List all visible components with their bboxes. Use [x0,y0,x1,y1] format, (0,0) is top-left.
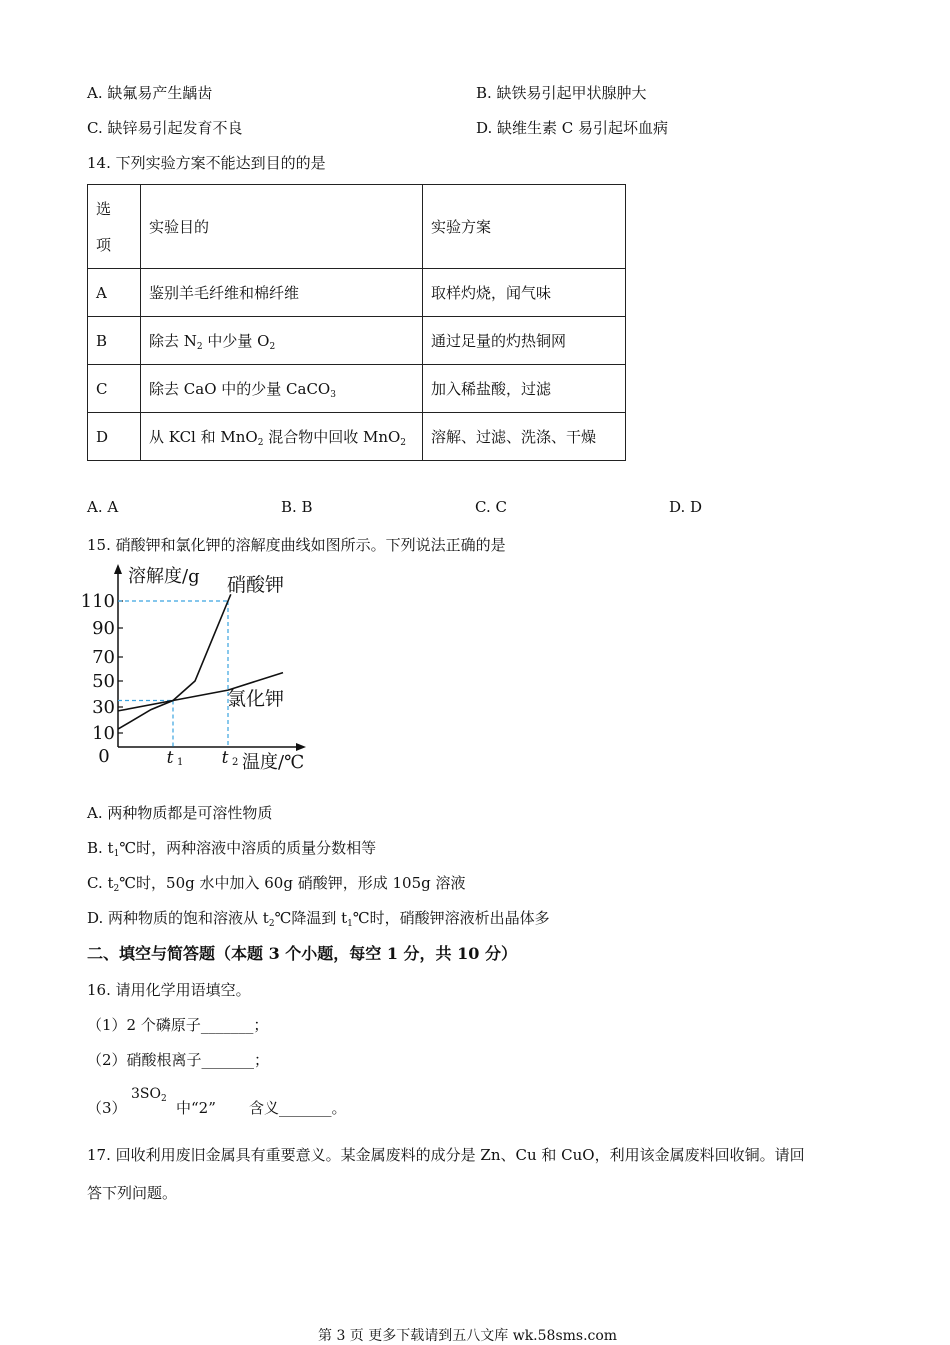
q16-part-3: （3） [87,1099,127,1117]
q15-stem: 15. 硝酸钾和氯化钾的溶解度曲线如图所示。下列说法正确的是 [87,536,506,554]
q13-option-c: C. 缺锌易引起发育不良 [87,119,243,137]
page-footer: 第 3 页 更多下载请到五八文库 wk.58sms.com [318,1328,618,1344]
y-axis-label: 溶解度/g [128,566,200,587]
y-tick-label: 50 [92,671,115,692]
q16-part-3-meaning: 含义_______。 [249,1099,347,1117]
q16-part-3-text: 中“2” [176,1099,216,1117]
x-tick-label: t [166,748,174,768]
x-tick-subscript: 2 [232,757,239,768]
y-tick-label: 90 [92,618,115,639]
experiment-table [87,184,626,461]
table-row: B 除去 $N_2$ 中少量 $O_2$ 通过足量的灼热铜网 [88,317,626,365]
y-tick-label: 30 [92,697,115,718]
q14-answer-d: D. D [669,498,703,516]
table-row: D 从 KCl 和 MnO$_2$ 混合物中回收 MnO$_2$ 溶解、过滤、洗涤、干燥 [88,413,626,461]
table-row: A 鉴别羊毛纤维和棉纤维 取样灼烧，闻气味 [88,269,626,317]
solubility-chart [80,560,330,780]
section-title: 二、填空与简答题（本题 3 个小题，每空 1 分，共 10 分） [87,944,517,963]
kno3-curve [118,594,231,729]
x-tick-label: t [221,748,229,768]
q13-option-a: A. 缺氟易产生龋齿 [87,84,213,102]
q13-option-d: D. 缺维生素 C 易引起坏血病 [476,119,669,137]
table-header-option: 选 项 [88,185,141,269]
q17-line-2: 答下列问题。 [87,1184,178,1202]
q13-option-b: B. 缺铁易引起甲状腺肿大 [476,84,647,102]
table-row: C 除去 CaO 中的少量 CaCO$_3$ 加入稀盐酸，过滤 [88,365,626,413]
q14-stem: 14. 下列实验方案不能达到目的的是 [87,154,326,172]
q15-option-a: A. 两种物质都是可溶性物质 [87,804,273,822]
q15-option-b: B. $t_1℃$时，两种溶液中溶质的质量分数相等 [87,839,377,859]
q15-option-c: C. $t_2℃$时，50g 水中加入 60g 硝酸钾，形成 105g 溶液 [87,874,466,894]
y-tick-label: 70 [92,647,115,668]
q16-stem: 16. 请用化学用语填空。 [87,981,251,999]
q17-line-1: 17. 回收利用废旧金属具有重要意义。某金属废料的成分是 Zn、Cu 和 CuO，利用该金属废料回收铜。请回 [87,1146,805,1164]
q16-part-2: （2）硝酸根离子_______； [87,1051,270,1069]
y-tick-label: 10 [92,723,115,744]
table-header-purpose: 实验目的 [141,185,423,269]
q14-answer-b: B. B [281,498,313,516]
q16-formula: $3SO_2$ [131,1086,167,1104]
q15-option-d: D. 两种物质的饱和溶液从 $t_2℃$降温到 $t_1℃$时，硝酸钾溶液析出晶体多 [87,909,550,929]
y-tick-label: 110 [80,591,115,612]
y-axis-arrow [114,564,122,574]
q16-part-1: （1）2 个磷原子_______； [87,1016,269,1034]
q14-answer-c: C. C [475,498,507,516]
kcl-label: 氯化钾 [227,688,285,710]
origin-label: 0 [98,746,110,767]
q14-answer-a: A. A [87,498,119,516]
table-header-plan: 实验方案 [423,185,626,269]
x-axis-label: 温度/℃ [242,752,305,773]
kno3-label: 硝酸钾 [227,574,285,596]
x-tick-subscript: 1 [177,757,184,768]
x-axis-arrow [296,743,306,751]
